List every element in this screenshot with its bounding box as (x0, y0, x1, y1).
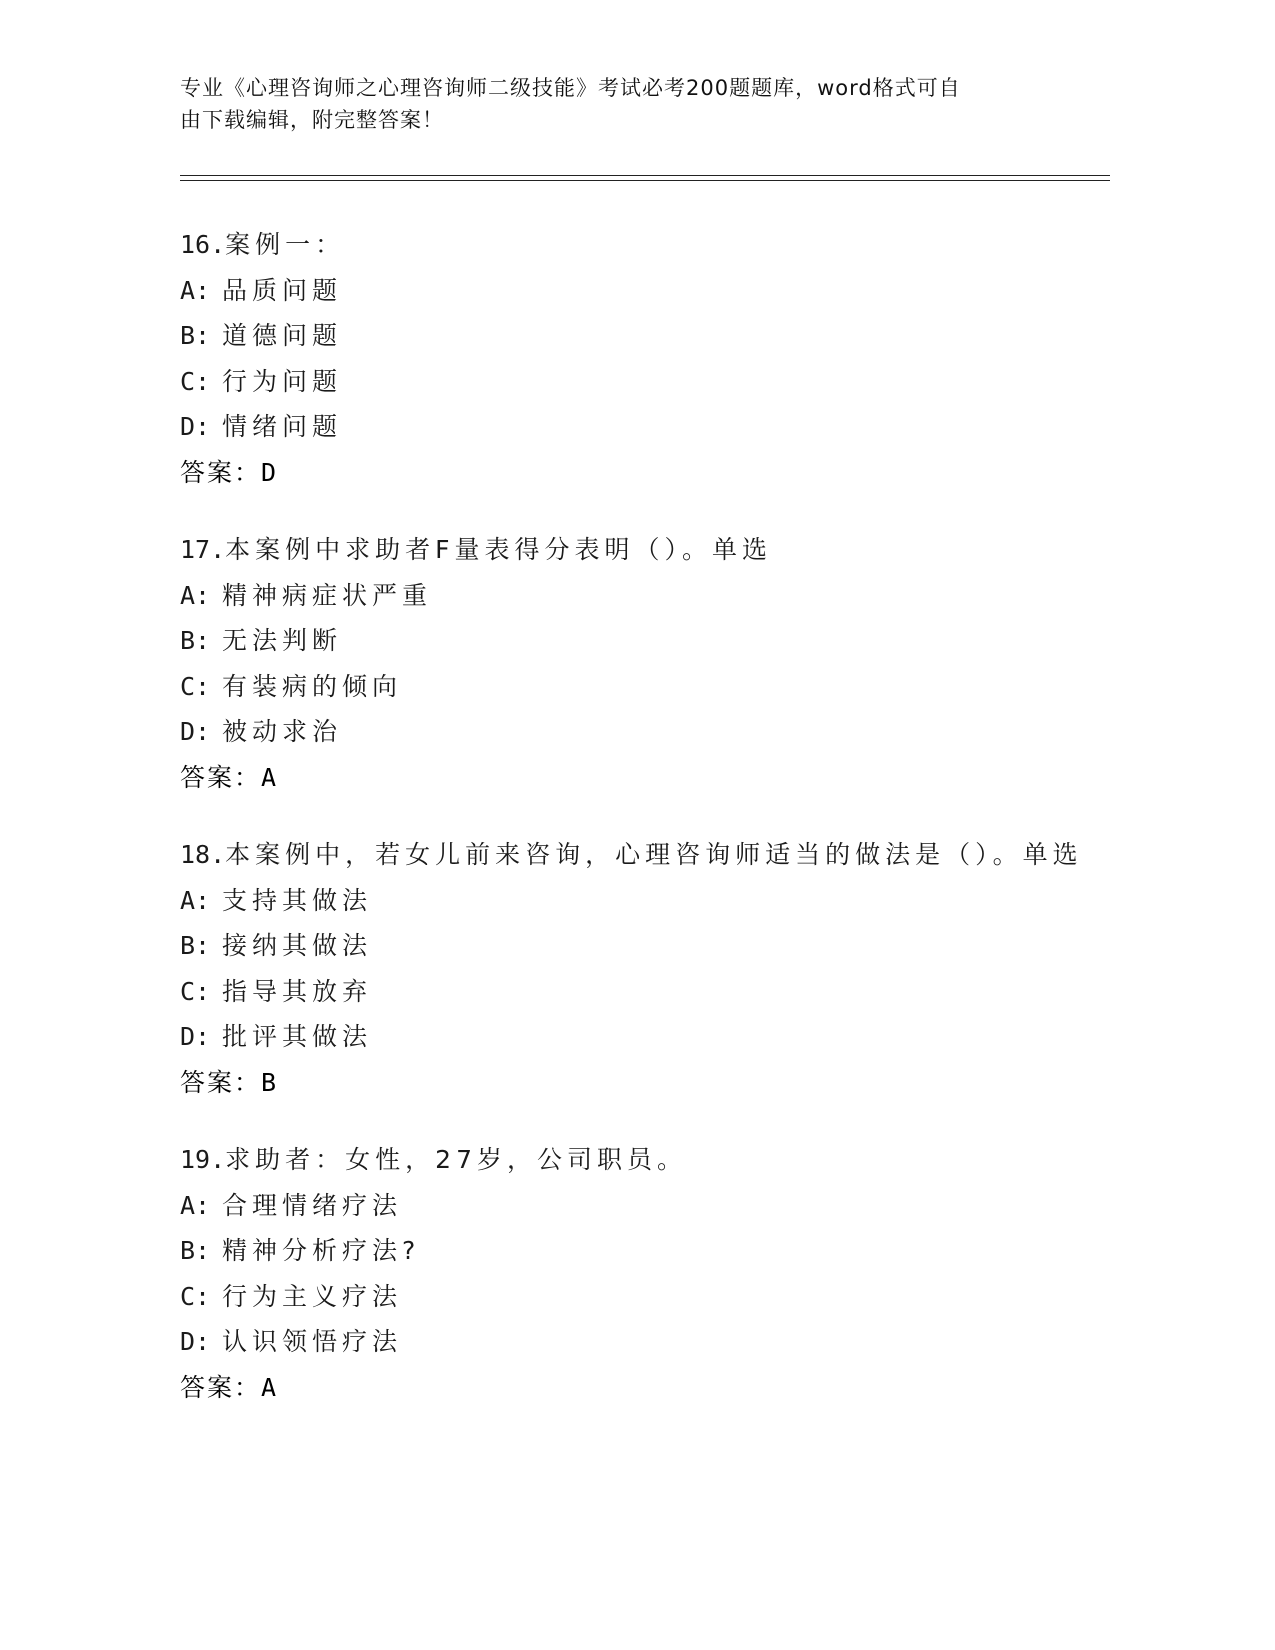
option-b (180, 1228, 1100, 1274)
option-text: 精神分析疗法? (222, 1236, 421, 1265)
option-label: A: (180, 1190, 211, 1220)
answer-label: 答案： (180, 457, 262, 487)
option-a (180, 268, 1100, 314)
header-divider-top (180, 175, 1110, 176)
option-c (180, 664, 1100, 710)
option-text: 行为主义疗法 (222, 1281, 403, 1311)
option-label: C: (180, 671, 211, 701)
question-stem (180, 1137, 1100, 1183)
option-label: A: (180, 580, 211, 610)
option-text: 合理情绪疗法 (222, 1190, 403, 1220)
option-text: 品质问题 (222, 275, 343, 305)
question-number: 16. (180, 230, 226, 259)
question-stem (180, 527, 1100, 573)
header-line-2: 由下载编辑，附完整答案！ (180, 108, 444, 132)
question-text: 案例一： (225, 230, 346, 259)
answer-value: A (261, 1372, 279, 1402)
option-d (180, 1319, 1100, 1365)
question-number: 17. (180, 535, 226, 564)
answer-value: D (261, 457, 279, 487)
answer-line (180, 755, 1100, 801)
option-a (180, 878, 1100, 924)
question-17 (180, 527, 1100, 800)
option-text: 有装病的倾向 (222, 671, 403, 701)
option-text: 批评其做法 (222, 1022, 373, 1051)
answer-value: B (261, 1067, 279, 1097)
option-text: 接纳其做法 (222, 931, 373, 960)
question-19 (180, 1137, 1100, 1410)
option-c (180, 969, 1100, 1015)
question-stem (180, 832, 1100, 878)
option-b (180, 618, 1100, 664)
question-text: 求助者：女性，27岁，公司职员。 (225, 1145, 687, 1174)
answer-label: 答案： (180, 1372, 262, 1402)
option-label: C: (180, 976, 211, 1006)
option-text: 指导其放弃 (222, 976, 373, 1006)
answer-value: A (261, 762, 279, 792)
option-label: C: (180, 1281, 211, 1311)
option-c (180, 359, 1100, 405)
option-label: B: (180, 321, 211, 350)
option-label: C: (180, 366, 211, 396)
option-label: D: (180, 1022, 211, 1051)
question-text: 本案例中，若女儿前来咨询，心理咨询师适当的做法是（）。单选 (225, 840, 1083, 869)
answer-label: 答案： (180, 1067, 262, 1097)
option-d (180, 709, 1100, 755)
option-text: 情绪问题 (222, 412, 343, 441)
option-b (180, 923, 1100, 969)
question-number: 18. (180, 840, 226, 869)
option-label: B: (180, 931, 211, 960)
option-text: 支持其做法 (222, 885, 373, 915)
header-line-1: 专业《心理咨询师之心理咨询师二级技能》考试必考200题题库，word格式可自 (180, 76, 961, 100)
option-label: D: (180, 412, 211, 441)
question-stem (180, 222, 1100, 268)
option-a (180, 573, 1100, 619)
option-d (180, 404, 1100, 450)
option-d (180, 1014, 1100, 1060)
document-header (180, 72, 1040, 136)
answer-line (180, 450, 1100, 496)
option-label: A: (180, 885, 211, 915)
option-text: 行为问题 (222, 366, 343, 396)
option-text: 被动求治 (222, 717, 343, 746)
question-16 (180, 222, 1100, 495)
option-text: 认识领悟疗法 (222, 1327, 403, 1356)
option-label: D: (180, 717, 211, 746)
option-c (180, 1274, 1100, 1320)
answer-label: 答案： (180, 762, 262, 792)
header-divider-bottom (180, 180, 1110, 181)
question-18 (180, 832, 1100, 1105)
answer-line (180, 1060, 1100, 1106)
question-text: 本案例中求助者F量表得分表明（）。单选 (225, 535, 773, 564)
answer-line (180, 1365, 1100, 1411)
option-b (180, 313, 1100, 359)
option-text: 无法判断 (222, 626, 343, 655)
option-label: B: (180, 1236, 211, 1265)
option-label: B: (180, 626, 211, 655)
option-text: 道德问题 (222, 321, 343, 350)
option-text: 精神病症状严重 (222, 580, 433, 610)
option-label: D: (180, 1327, 211, 1356)
option-label: A: (180, 275, 211, 305)
option-a (180, 1183, 1100, 1229)
question-number: 19. (180, 1145, 226, 1174)
